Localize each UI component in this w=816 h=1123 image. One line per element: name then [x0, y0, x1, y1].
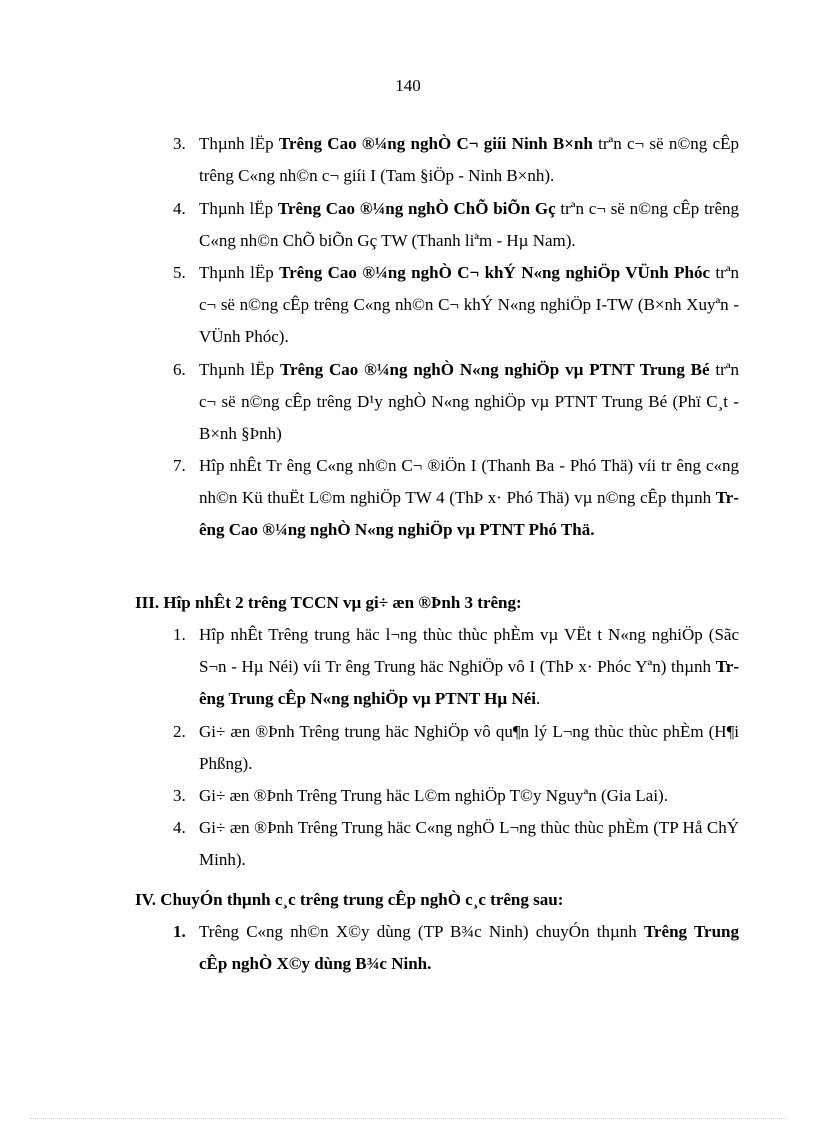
- list-item: 5. Thµnh lËp Trêng Cao ®¼ng nghÒ C¬ khÝ N«ng nghiÖp VÜnh Phóc trªn c¬ së n©ng cÊp trêng C«ng nh©n C¬ khÝ N«ng nghiÖp I-TW (B×nh Xuyªn - VÜnh Phóc).: [199, 257, 739, 353]
- list-item: 7. Hîp nhÊt Tr êng C«ng nh©n C¬ ®iÖn I (Thanh Ba - Phó Thä) víi tr êng c«ng nh©n Kü thuËt L©m nghiÖp TW 4 (ThÞ x· Phó Thä) vµ n©ng cÊp thµnh Tr êng Cao ®¼ng nghÒ N«ng nghiÖp vµ PTNT Phó Thä.: [199, 450, 739, 546]
- list-item: 2. Gi÷ æn ®Þnh Trêng trung häc NghiÖp vô qu¶n lý L¬ng thùc thùc phÈm (H¶i Phßng).: [199, 716, 739, 780]
- item-number: 3.: [173, 786, 186, 805]
- item-number: 1.: [173, 922, 186, 941]
- list-item: 4. Thµnh lËp Trêng Cao ®¼ng nghÒ ChÕ biÕn Gç trªn c¬ së n©ng cÊp trêng C«ng nh©n ChÕ biÕn Gç TW (Thanh liªm - Hµ Nam).: [199, 193, 739, 257]
- list-item: 1. Hîp nhÊt Trêng trung häc l¬ng thùc thùc phÈm vµ VËt t N«ng nghiÖp (Sãc S¬n - Hµ Néi) víi Tr êng Trung häc NghiÖp vô I (ThÞ x· Phóc Yªn) thµnh Tr êng Trung cÊp N«ng nghiÖp vµ PTNT Hµ Néi.: [199, 619, 739, 715]
- list-item: 6. Thµnh lËp Trêng Cao ®¼ng nghÒ N«ng nghiÖp vµ PTNT Trung Bé trªn c¬ së n©ng cÊp trêng D¹y nghÒ N«ng nghiÖp vµ PTNT Trung Bé (Phï C¸t - B×nh §Þnh): [199, 354, 739, 450]
- item-number: 4.: [173, 199, 186, 218]
- item-number: 4.: [173, 818, 186, 837]
- list-item: 3. Thµnh lËp Trêng Cao ®¼ng nghÒ C¬ giíi Ninh B×nh trªn c¬ së n©ng cÊp trêng C«ng nh©n c¬ giíi I (Tam §iÖp - Ninh B×nh).: [199, 128, 739, 192]
- list-item: 1. Trêng C«ng nh©n X©y dùng (TP B¾c Ninh) chuyÓn thµnh Trêng Trung cÊp nghÒ X©y dùng B¾c Ninh.: [199, 916, 739, 980]
- item-number: 5.: [173, 263, 186, 282]
- section-heading-iv: IV. ChuyÓn thµnh c¸c trêng trung cÊp nghÒ c¸c trêng sau:: [135, 890, 564, 909]
- page-bottom-rule: [30, 1118, 786, 1119]
- item-number: 1.: [173, 625, 186, 644]
- item-number: 7.: [173, 456, 186, 475]
- page-number: 140: [395, 76, 421, 95]
- section-heading-iii: III. Hîp nhÊt 2 trêng TCCN vµ gi÷ æn ®Þnh 3 trêng:: [135, 593, 522, 612]
- item-number: 6.: [173, 360, 186, 379]
- item-number: 3.: [173, 134, 186, 153]
- list-item: 4. Gi÷ æn ®Þnh Trêng Trung häc C«ng nghÖ L¬ng thùc thùc phÈm (TP Hå ChÝ Minh).: [199, 812, 739, 876]
- item-number: 2.: [173, 722, 186, 741]
- list-item: 3. Gi÷ æn ®Þnh Trêng Trung häc L©m nghiÖp T©y Nguyªn (Gia Lai).: [199, 780, 739, 812]
